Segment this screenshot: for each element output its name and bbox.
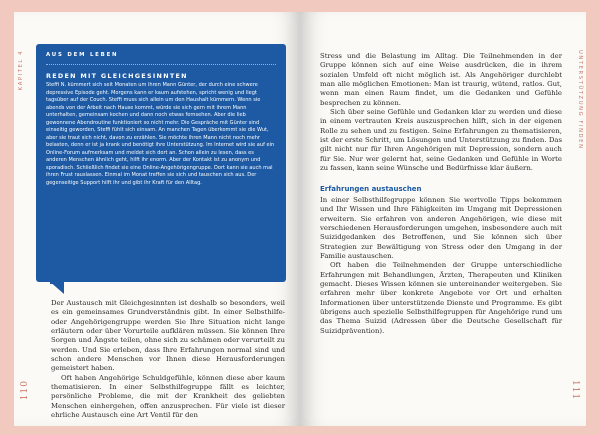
story-box [36,44,286,282]
right-page [300,12,586,426]
right-paragraph-3: In einer Selbsthilfegruppe können Sie wertvolle Tipps bekommen und Ihr Wissen und Ihre Fähigkeiten im Umgang mit Depressionen erweitern. Sie erfahren von anderen Angehörigen, wie diese mit verschiedenen Herausforderungen umgehen, insbesondere auch mit Suizidgedanken des Betroffenen, und Sie können sich über Strategien zur Bewältigung von Stress oder den Umgang in der Familie austauschen. [320,195,562,260]
right-body-text [320,52,562,336]
box-label: AUS DEM LEBEN [46,52,119,58]
left-page [14,12,300,426]
book-spread [14,12,586,426]
left-body-text [51,299,285,420]
box-body-text: Steffi N. kümmert sich seit Monaten um ihren Mann Günter, der durch eine schwere depressive Episode geht. Morgens kann er kaum aufstehen, spricht wenig und liegt tagsüber auf der Couch. Steffi muss sich allein um den Haushalt kümmern. Wenn sie abends von der Arbeit nach Hause kommt, würde sie sich gern mit ihrem Mann unterhalten, gemeinsam kochen und dann noch etwas fernsehen. Aber die lieb gewonnene Abendroutine funktioniert so nicht mehr. Die Gespräche mit Günter sind einseitig geworden, Steffi fühlt sich einsam. An manchen Tagen überkommt sie die Wut, aber sie traut sich nicht, davon zu erzählen. Sie möchte ihren Mann nicht noch mehr belasten, denn er ist ja krank und benötigt ihre Unterstützung. Im Internet wird sie auf ein Online-Forum aufmerksam und meldet sich dort an. Schon allein zu lesen, dass es anderen Menschen ähnlich geht, hilft ihr enorm. Aber der Kontakt ist zu anonym und sporadisch. Schließlich findet sie eine Online-Angehörigengruppe. Dort kann sie auch mal ihren Frust rauslassen. Einmal im Monat treffen sie sich und tauschen sich aus. Der gegenseitige Support hilft ihr und gibt ihr Kraft für den Alltag. [46,82,275,186]
box-speech-tail [48,280,64,294]
right-page-number: 111 [570,380,580,401]
box-body [46,82,276,187]
left-paragraph-2: Oft haben Angehörige Schuldgefühle, können diese aber kaum thematisieren. In einer Selbsthilfegruppe fällt es leichter, persönliche Probleme, die mit der Krankheit des geliebten Menschen einhergehen, offen anzusprechen. Für viele ist dieser ehrliche Austausch eine Art Ventil für den [51,373,285,420]
box-divider [46,64,276,65]
section-subheading: Erfahrungen austauschen [320,185,422,194]
right-paragraph-2: Sich über seine Gefühle und Gedanken klar zu werden und diese in einem vertrauten Kreis auszusprechen hilft, sich in der eigenen Rolle zu sehen und zu festigen. Seine Erfahrungen zu thematisieren, ist der erste Schritt, um Lösungen und Unterstützung zu finden. Das gilt nicht nur für Ihren Angehörigen mit Depression, sondern auch für Sie. Nur wer gelernt hat, seine Gedanken und Gefühle in Worte zu fassen, kann seine Wünsche und Bedürfnisse klar äußern. [320,108,562,173]
left-running-head: KAPITEL 4 [18,50,24,91]
box-title: REDEN MIT GLEICHGESINNTEN [46,72,188,80]
right-paragraph-4: Oft haben die Teilnehmenden der Gruppe unterschiedliche Erfahrungen mit Behandlungen, Ärzten, Therapeuten und Kliniken gemacht. Dieses Wissen können sie untereinander weitergeben. Sie erfahren mehr über konkrete Angebote vor Ort und erhalten Informationen über unterstützende Dienste und Programme. Es gibt übrigens auch spezielle Selbsthilfegruppen für Angehörige rund um das Thema Suizid (Adressen über die Deutsche Gesellschaft für Suizidprävention). [320,261,562,335]
right-paragraph-1: Stress und die Belastung im Alltag. Die Teilnehmenden in der Gruppe können sich auf eine Weise ausdrücken, die in ihrem sozialen Umfeld oft nicht möglich ist. Als Angehöriger durchlebt man alle möglichen Emotionen: Man ist traurig, wütend, ratlos. Gut, wenn man einen Raum findet, um die Gedanken und Gefühle besprechen zu können. [320,52,562,107]
left-paragraph-1: Der Austausch mit Gleichgesinnten ist deshalb so besonders, weil es ein gemeinsames Grundverständnis gibt. In einer Selbsthilfe- oder Angehörigengruppe werden Sie Ihre Situation nicht lange erläutern oder über Vorurteile aufklären müssen. Sie können Ihre Sorgen und Ängste teilen, ohne sich zu schämen oder verurteilt zu werden. Und Sie erleben, dass Ihre Erfahrungen normal sind und schon andere Menschen vor Ihnen diese Herausforderungen gemeistert haben. [51,299,285,373]
left-page-number: 110 [20,380,30,401]
right-running-head: UNTERSTÜTZUNG FINDEN [577,50,583,150]
